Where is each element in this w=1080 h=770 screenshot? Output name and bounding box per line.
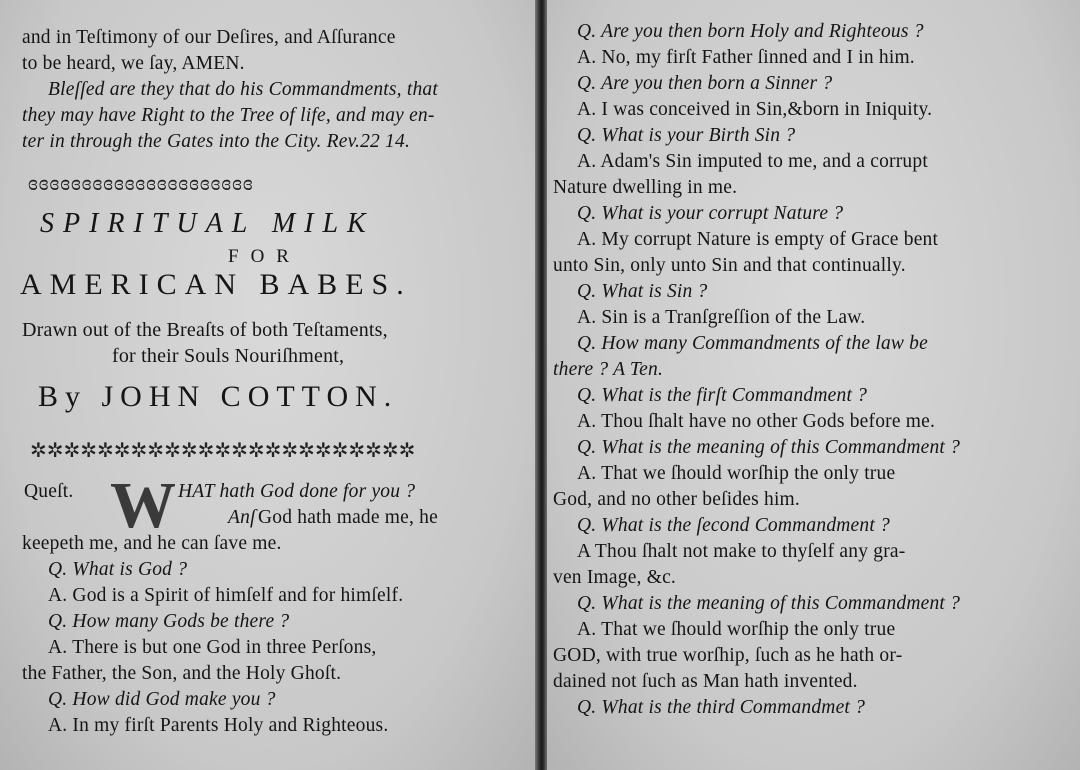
text-line: Q. What is God ?: [48, 559, 188, 580]
text-line: Q. Are you then born Holy and Righteous ?: [577, 21, 924, 42]
text-line: A Thou ſhalt not make to thyſelf any gra-: [577, 541, 906, 562]
text-line: Bleſſed are they that do his Commandments, that: [48, 79, 438, 100]
text-line: A. There is but one God in three Perſons,: [48, 637, 377, 658]
text-line: ven Image, &c.: [553, 567, 676, 588]
right-page: [547, 0, 1080, 770]
text-line: Nature dwelling in me.: [553, 177, 738, 198]
text-line: Q. What is Sin ?: [577, 281, 708, 302]
ornament-border-bottom: ✲✲✲✲✲✲✲✲✲✲✲✲✲✲✲✲✲✲✲✲✲✲✲: [30, 440, 416, 462]
text-line: Q. What is your Birth Sin ?: [577, 125, 796, 146]
text-line: Q. What is the meaning of this Commandment ?: [577, 437, 961, 458]
text-line: God hath made me, he: [258, 507, 438, 528]
text-line: A. That we ſhould worſhip the only true: [577, 619, 896, 640]
text-line: GOD, with true worſhip, ſuch as he hath or-: [553, 645, 903, 666]
book-gutter: [535, 0, 547, 770]
text-line: Q. What is the third Commandmet ?: [577, 697, 866, 718]
left-page: [0, 0, 535, 770]
text-line: A. That we ſhould worſhip the only true: [577, 463, 896, 484]
subtitle-line: Drawn out of the Breaſts of both Teſtaments,: [22, 319, 388, 341]
text-line: A. Thou ſhalt have no other Gods before me.: [577, 411, 936, 432]
quest-label: Queſt.: [24, 481, 74, 502]
text-line: A. God is a Spirit of himſelf and for himſelf.: [48, 585, 404, 606]
ornament-border-top: ɞɞɞɞɞɞɞɞɞɞɞɞɞɞɞɞɞɞɞɞɞ: [28, 170, 254, 195]
author-byline: By JOHN COTTON.: [38, 380, 399, 413]
text-line: to be heard, we ſay, AMEN.: [22, 53, 245, 74]
text-line: they may have Right to the Tree of life, and may en-: [22, 105, 435, 126]
text-line: A. Adam's Sin imputed to me, and a corrupt: [577, 151, 928, 172]
text-line: there ? A Ten.: [553, 359, 664, 380]
text-line: and in Teſtimony of our Deſires, and Aſſurance: [22, 27, 396, 48]
title-for: FOR: [228, 246, 301, 267]
text-line: HAT hath God done for you ?: [178, 481, 416, 502]
text-line: A. No, my firſt Father ſinned and I in him.: [577, 47, 915, 68]
text-line: ter in through the Gates into the City. Rev.22 14.: [22, 131, 411, 152]
text-line: dained not ſuch as Man hath invented.: [553, 671, 858, 692]
text-line: God, and no other beſides him.: [553, 489, 800, 510]
text-line: unto Sin, only unto Sin and that continually.: [553, 255, 906, 276]
text-line: Anſ: [228, 507, 256, 528]
text-line: Q. What is the firſt Commandment ?: [577, 385, 868, 406]
text-line: keepeth me, and he can ſave me.: [22, 533, 282, 554]
subtitle-line: for their Souls Nouriſhment,: [112, 345, 345, 367]
text-line: Q. How did God make you ?: [48, 689, 276, 710]
text-line: Q. What is the meaning of this Commandment ?: [577, 593, 961, 614]
text-line: A. Sin is a Tranſgreſſion of the Law.: [577, 307, 866, 328]
text-line: A. I was conceived in Sin,&born in Iniquity.: [577, 99, 933, 120]
text-line: Q. How many Commandments of the law be: [577, 333, 928, 354]
text-line: A. My corrupt Nature is empty of Grace bent: [577, 229, 939, 250]
title-american-babes: AMERICAN BABES.: [20, 268, 412, 301]
text-line: Q. Are you then born a Sinner ?: [577, 73, 833, 94]
text-line: Q. What is your corrupt Nature ?: [577, 203, 844, 224]
text-line: the Father, the Son, and the Holy Ghoſt.: [22, 663, 342, 684]
drop-cap-letter: W: [110, 469, 176, 542]
text-line: A. In my firſt Parents Holy and Righteous.: [48, 715, 389, 736]
text-line: Q. How many Gods be there ?: [48, 611, 290, 632]
text-line: Q. What is the ſecond Commandment ?: [577, 515, 891, 536]
title-spiritual-milk: SPIRITUAL MILK: [40, 208, 375, 239]
